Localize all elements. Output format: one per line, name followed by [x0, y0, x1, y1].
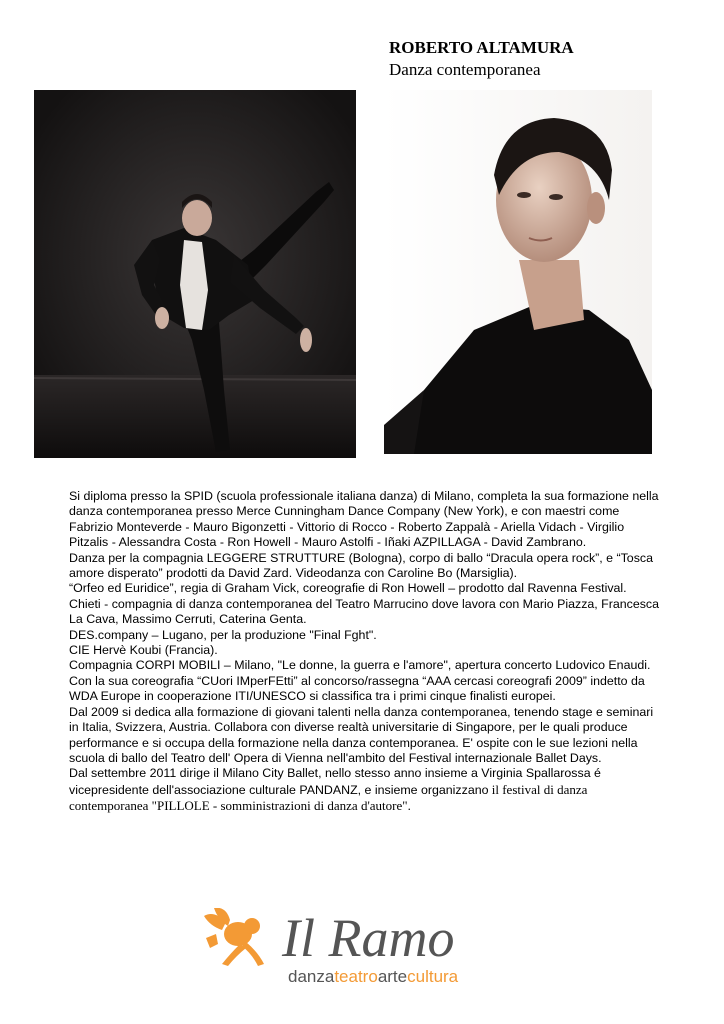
performer-name: ROBERTO ALTAMURA: [389, 38, 574, 57]
dancer-stage-photo: [34, 90, 356, 458]
bio-paragraph-last: [69, 766, 659, 814]
discipline-subtitle: Danza contemporanea: [389, 60, 541, 79]
bio-last-sans: Dal settembre 2011 dirige il Milano City Ballet, nello stesso anno insieme a Virginia Spallarossa é vicepresidente dell'associazione culturale PANDANZ, e insieme organizzano: [69, 766, 601, 797]
bio-paragraph: “Orfeo ed Euridice”, regia di Graham Vick, coreografie di Ron Howell – prodotto dal Ravenna Festival.: [69, 581, 627, 596]
logo-tagline: [288, 967, 459, 986]
bio-paragraph: Si diploma presso la SPID (scuola professionale italiana danza) di Milano, completa la sua formazione nella danza contemporanea presso Merce Cunningham Dance Company (New York), e con maestri come Fabrizio Monteverde - Mauro Bigonzetti - Vittorio di Rocco - Roberto Zappalà - Ariella Vidach - Virgilio Pitzalis - Alessandra Costa - Ron Howell - Mauro Astolfi - Iñaki AZPILLAGA - David Zambrano.: [69, 489, 659, 550]
logo-title: Il Ramo: [282, 908, 455, 968]
bio-paragraph: Compagnia CORPI MOBILI – Milano, "Le donne, la guerra e l'amore", apertura concerto Ludovico Enaudi. Con la sua coreografia “CUori IMperFEtti” al concorso/rassegna “AAA cercasi coreografi 2009” indetto da WDA Europe in cooperazione ITI/UNESCO si classifica tra i primi cinque finalisti europei.: [69, 658, 651, 704]
il-ramo-logo: [200, 908, 490, 990]
bio-paragraph: Dal 2009 si dedica alla formazione di giovani talenti nella danza contemporanea, tenendo stage e seminari in Italia, Svizzera, Austria. Collabora con diverse realtà universitarie di Singapore, per le quali produce performance e si occupa della formazione nella danza contemporanea. E' ospite con le sue lezioni nella scuola di ballo del Teatro dell' Opera di Vienna nell'ambito del Festival internazionale Ballet Days.: [69, 704, 654, 765]
bio-paragraph: Chieti - compagnia di danza contemporanea del Teatro Marrucino dove lavora con Mario Piazza, Francesca La Cava, Massimo Cerruti, Caterina Genta.: [69, 596, 660, 627]
tagline-danza: danza: [288, 967, 335, 986]
portrait-photo: [384, 90, 652, 454]
tagline-arte: arte: [377, 967, 408, 986]
cherub-icon: [204, 908, 264, 966]
bio-paragraph: CIE Hervè Koubi (Francia).: [69, 643, 218, 658]
bio-last-serif: il festival di danza contemporanea "PILLOLE - somministrazioni di danza d'autore".: [69, 781, 588, 814]
tagline-teatro: teatro: [334, 967, 378, 986]
tagline-cultura: cultura: [407, 967, 459, 986]
bio-paragraph: DES.company – Lugano, per la produzione "Final Fght".: [69, 627, 377, 642]
biography-text: [69, 489, 659, 815]
bio-paragraph: Danza per la compagnia LEGGERE STRUTTURE (Bologna), corpo di ballo “Dracula opera rock”, e “Tosca amore disperato” prodotti da David Zard. Videodanza con Caroline Bo (Marsiglia).: [69, 550, 653, 581]
